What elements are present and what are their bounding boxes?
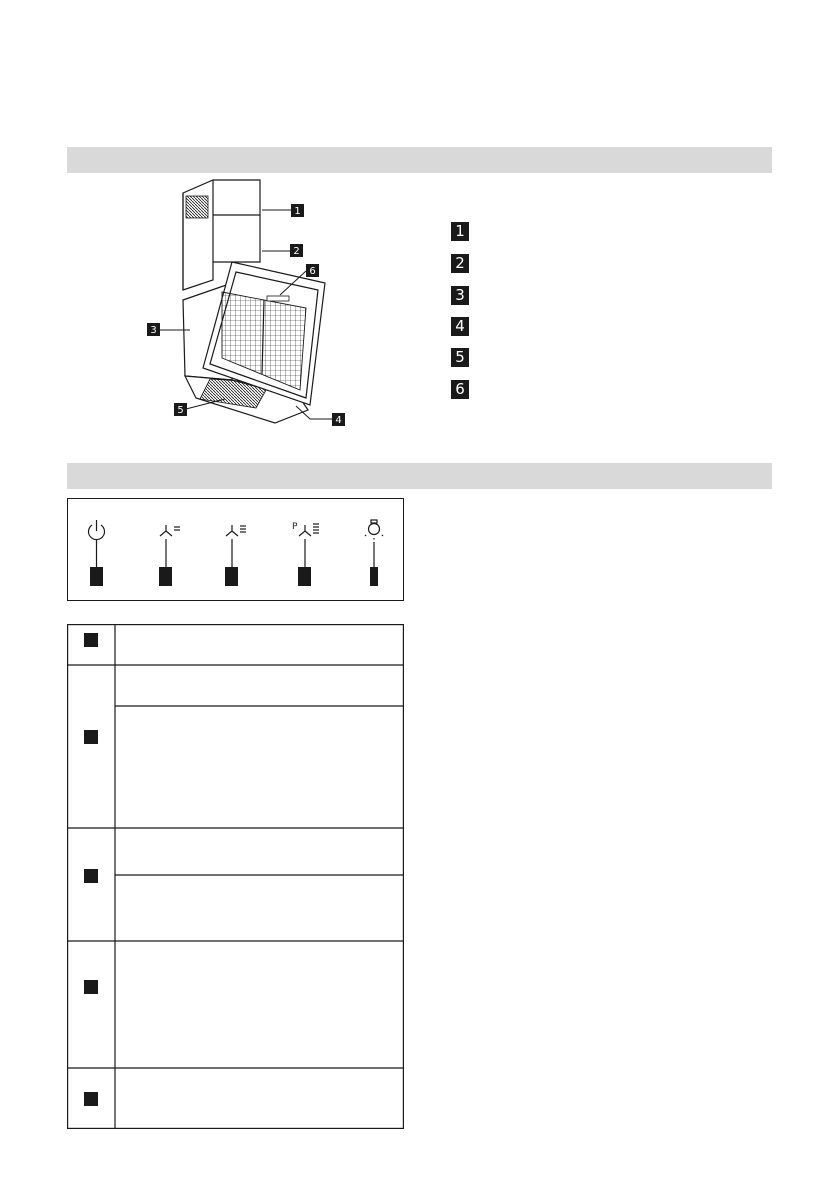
legend-number-4: 4 — [451, 317, 469, 336]
legend-number-6: 6 — [451, 380, 469, 399]
button-marker-1 — [90, 567, 103, 586]
svg-text:P: P — [292, 522, 298, 532]
table-row-marker-5 — [84, 1092, 98, 1106]
button-marker-2 — [159, 567, 172, 586]
legend-number-2: 2 — [451, 254, 469, 273]
table-row-marker-2 — [84, 730, 98, 744]
cooker-hood-diagram — [130, 170, 370, 435]
svg-text:4: 4 — [335, 415, 342, 426]
svg-text:1: 1 — [294, 206, 301, 217]
table-row-marker-1 — [84, 633, 98, 647]
diagram-callout-2 — [290, 244, 303, 257]
diagram-callout-5 — [174, 403, 187, 416]
table-row-marker-4 — [84, 980, 98, 994]
fan-speed-3-boost-icon[interactable] — [292, 522, 319, 536]
function-table — [67, 624, 404, 1129]
table-row-marker-3 — [84, 869, 98, 883]
power-icon[interactable] — [89, 520, 105, 540]
legend-number-1: 1 — [451, 222, 469, 241]
diagram-callout-4 — [332, 413, 345, 426]
diagram-callout-3 — [147, 323, 160, 336]
svg-text:5: 5 — [177, 405, 184, 416]
button-marker-4 — [298, 567, 311, 586]
svg-text:3: 3 — [150, 325, 157, 336]
legend-number-5: 5 — [451, 348, 469, 367]
light-bulb-icon[interactable] — [365, 520, 383, 540]
fan-speed-1-icon[interactable] — [160, 525, 180, 536]
button-marker-5 — [370, 567, 378, 586]
diagram-callout-1 — [291, 204, 304, 217]
control-panel — [67, 498, 404, 601]
button-marker-3 — [225, 567, 238, 586]
legend-number-3: 3 — [451, 286, 469, 305]
diagram-callout-6 — [306, 264, 319, 277]
fan-speed-2-icon[interactable] — [226, 525, 246, 536]
svg-text:2: 2 — [293, 246, 300, 257]
section-header-band-2 — [67, 463, 772, 489]
svg-text:6: 6 — [309, 266, 316, 277]
